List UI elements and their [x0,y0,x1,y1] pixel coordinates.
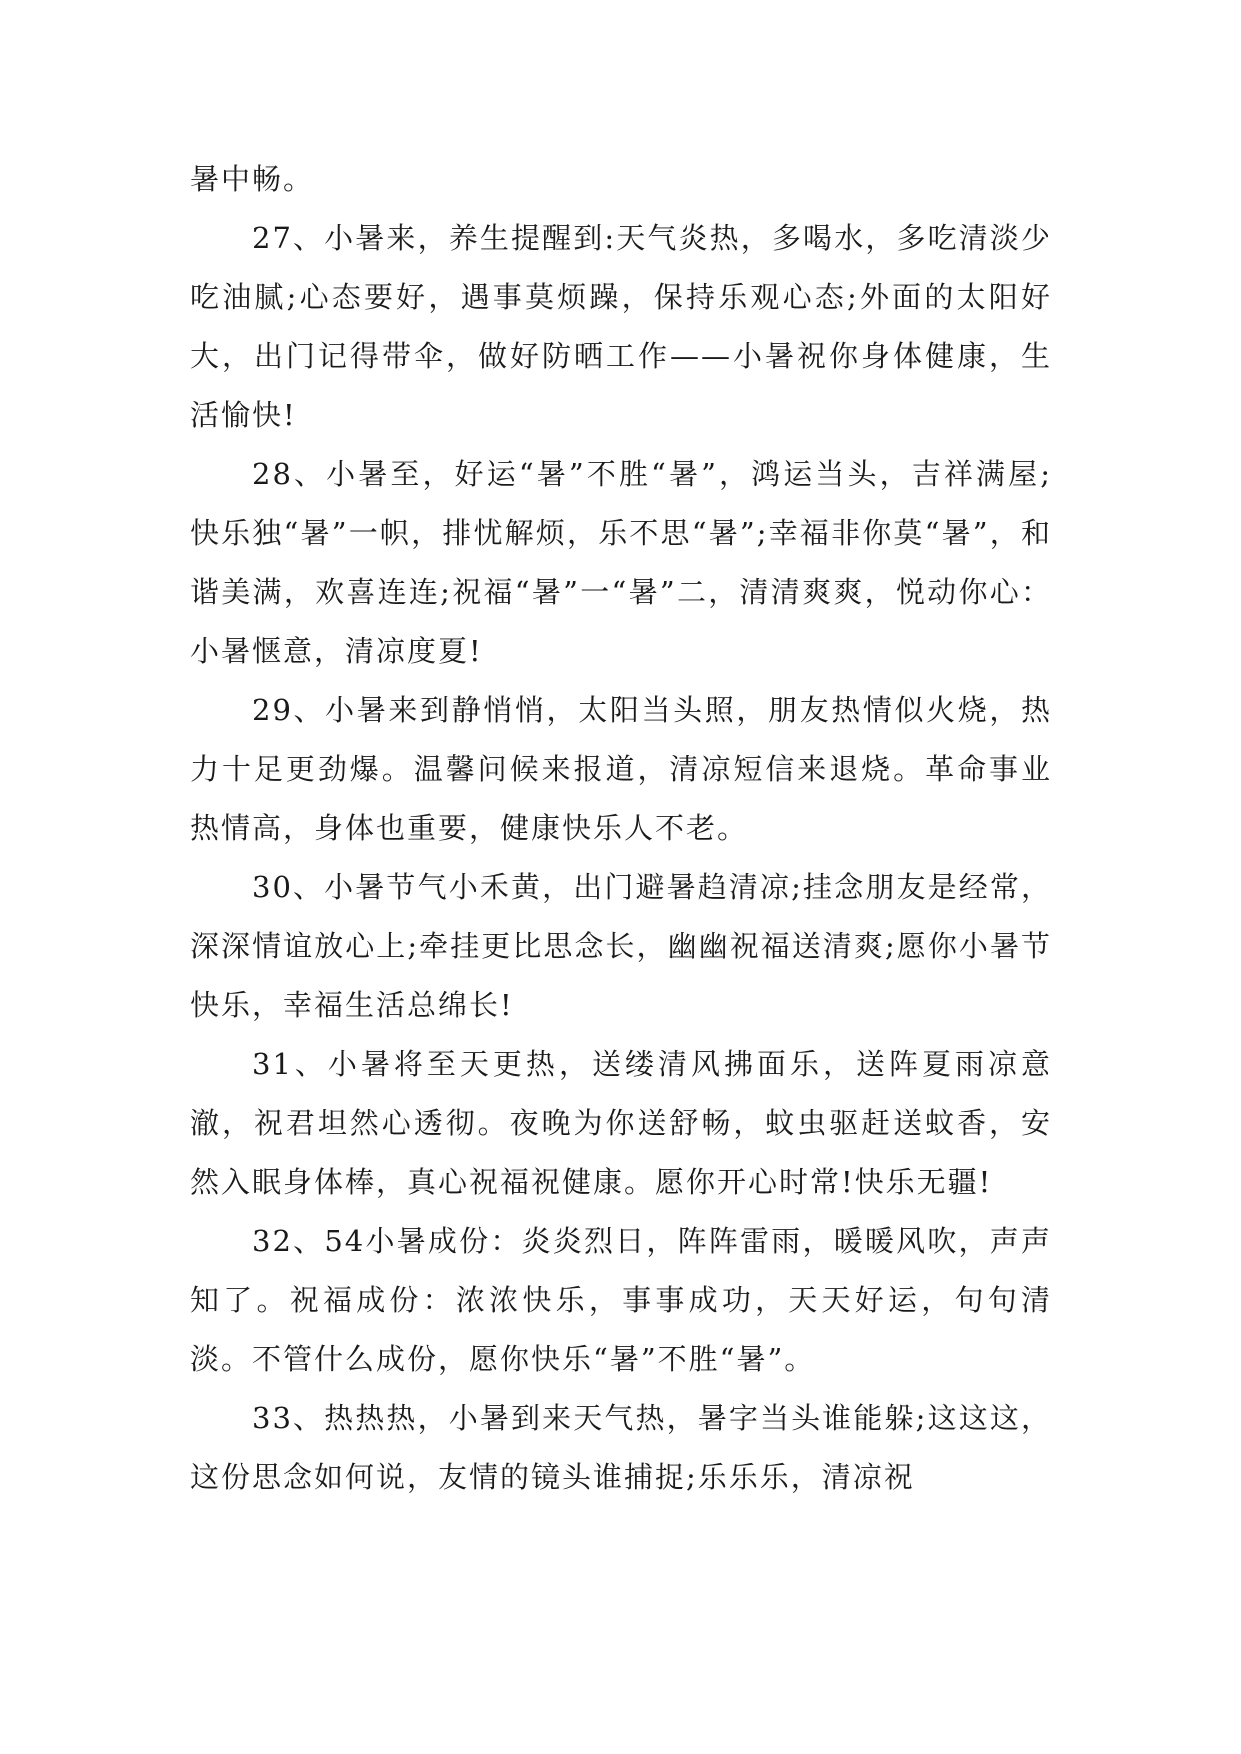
paragraph-29: 29、小暑来到静悄悄，太阳当头照，朋友热情似火烧，热力十足更劲爆。温馨问候来报道，清凉短信来退烧。革命事业热情高，身体也重要，健康快乐人不老。 [190,693,1052,845]
paragraph-28: 28、小暑至，好运“暑”不胜“暑”，鸿运当头，吉祥满屋;快乐独“暑”一帜，排忧解烦，乐不思“暑”;幸福非你莫“暑”，和谐美满，欢喜连连;祝福“暑”一“暑”二，清清爽爽，悦动你心：小暑惬意，清凉度夏! [190,457,1052,668]
document-body [190,150,1052,1507]
paragraph-30: 30、小暑节气小禾黄，出门避暑趋清凉;挂念朋友是经常，深深情谊放心上;牵挂更比思念长，幽幽祝福送清爽;愿你小暑节快乐，幸福生活总绵长! [190,870,1052,1022]
paragraph-33: 33、热热热，小暑到来天气热，暑字当头谁能躲;这这这，这份思念如何说，友情的镜头谁捕捉;乐乐乐，清凉祝 [190,1401,1052,1494]
paragraph-continuation: 暑中畅。 [190,162,315,196]
paragraph-32: 32、54小暑成份：炎炎烈日，阵阵雷雨，暖暖风吹，声声知了。祝福成份：浓浓快乐，事事成功，天天好运，句句清淡。不管什么成份，愿你快乐“暑”不胜“暑”。 [190,1224,1052,1376]
paragraph-31: 31、小暑将至天更热，送缕清风拂面乐，送阵夏雨凉意澈，祝君坦然心透彻。夜晚为你送舒畅，蚊虫驱赶送蚊香，安然入眠身体棒，真心祝福祝健康。愿你开心时常!快乐无疆! [190,1047,1052,1199]
paragraph-27: 27、小暑来，养生提醒到:天气炎热，多喝水，多吃清淡少吃油腻;心态要好，遇事莫烦躁，保持乐观心态;外面的太阳好大，出门记得带伞，做好防晒工作——小暑祝你身体健康，生活愉快! [190,221,1052,432]
